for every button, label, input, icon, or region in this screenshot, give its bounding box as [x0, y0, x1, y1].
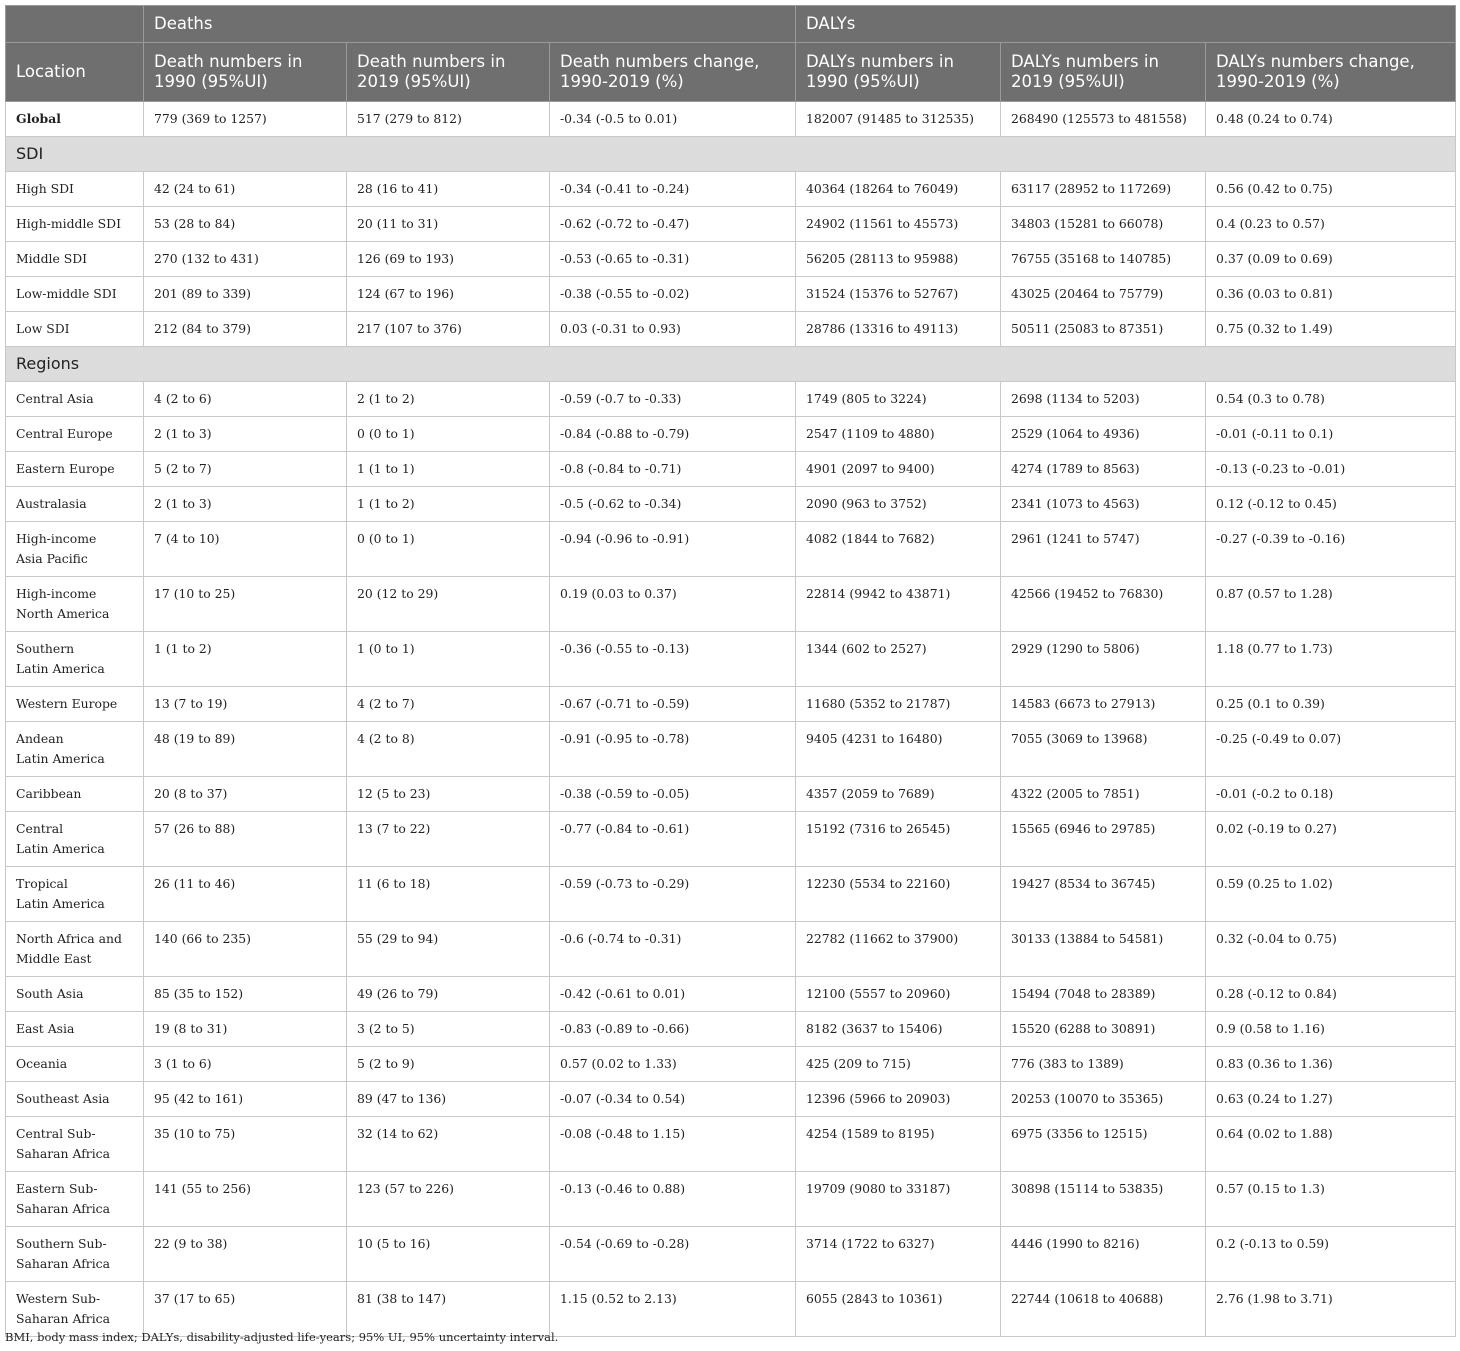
cell-dalys-1990: 22782 (11662 to 37900)	[796, 922, 1001, 977]
section-row-sdi	[6, 137, 1456, 172]
cell-location: Oceania	[6, 1047, 144, 1082]
cell-deaths-change: -0.94 (-0.96 to -0.91)	[550, 522, 796, 577]
table-row	[6, 522, 1456, 577]
cell-deaths-2019: 49 (26 to 79)	[347, 977, 550, 1012]
cell-deaths-1990: 141 (55 to 256)	[144, 1172, 347, 1227]
cell-dalys-change: 0.57 (0.15 to 1.3)	[1206, 1172, 1456, 1227]
cell-dalys-1990: 22814 (9942 to 43871)	[796, 577, 1001, 632]
cell-dalys-2019: 15520 (6288 to 30891)	[1001, 1012, 1206, 1047]
cell-dalys-change: 0.9 (0.58 to 1.16)	[1206, 1012, 1456, 1047]
cell-dalys-1990: 12396 (5966 to 20903)	[796, 1082, 1001, 1117]
table-row	[6, 1227, 1456, 1282]
cell-deaths-change: -0.34 (-0.5 to 0.01)	[550, 102, 796, 137]
cell-dalys-1990: 4901 (2097 to 9400)	[796, 452, 1001, 487]
cell-deaths-1990: 57 (26 to 88)	[144, 812, 347, 867]
cell-location: Low SDI	[6, 312, 144, 347]
cell-deaths-2019: 89 (47 to 136)	[347, 1082, 550, 1117]
table-row	[6, 812, 1456, 867]
cell-location: Western Sub- Saharan Africa	[6, 1282, 144, 1337]
cell-location: Southern Latin America	[6, 632, 144, 687]
cell-dalys-change: 2.76 (1.98 to 3.71)	[1206, 1282, 1456, 1337]
cell-deaths-2019: 123 (57 to 226)	[347, 1172, 550, 1227]
cell-deaths-1990: 2 (1 to 3)	[144, 487, 347, 522]
cell-deaths-2019: 5 (2 to 9)	[347, 1047, 550, 1082]
cell-deaths-2019: 4 (2 to 7)	[347, 687, 550, 722]
cell-deaths-change: -0.83 (-0.89 to -0.66)	[550, 1012, 796, 1047]
cell-dalys-1990: 1344 (602 to 2527)	[796, 632, 1001, 687]
cell-dalys-2019: 6975 (3356 to 12515)	[1001, 1117, 1206, 1172]
cell-deaths-2019: 20 (12 to 29)	[347, 577, 550, 632]
cell-dalys-change: 0.2 (-0.13 to 0.59)	[1206, 1227, 1456, 1282]
cell-deaths-change: -0.77 (-0.84 to -0.61)	[550, 812, 796, 867]
cell-dalys-2019: 268490 (125573 to 481558)	[1001, 102, 1206, 137]
cell-location: Eastern Europe	[6, 452, 144, 487]
header-dalys-1990: DALYs numbers in 1990 (95%UI)	[796, 43, 1001, 102]
cell-dalys-change: 0.54 (0.3 to 0.78)	[1206, 382, 1456, 417]
cell-deaths-change: -0.91 (-0.95 to -0.78)	[550, 722, 796, 777]
cell-location: South Asia	[6, 977, 144, 1012]
cell-dalys-change: 0.36 (0.03 to 0.81)	[1206, 277, 1456, 312]
cell-deaths-2019: 28 (16 to 41)	[347, 172, 550, 207]
table-row	[6, 977, 1456, 1012]
cell-deaths-2019: 124 (67 to 196)	[347, 277, 550, 312]
cell-dalys-2019: 2341 (1073 to 4563)	[1001, 487, 1206, 522]
header-death-2019: Death numbers in 2019 (95%UI)	[347, 43, 550, 102]
cell-deaths-2019: 217 (107 to 376)	[347, 312, 550, 347]
cell-location: Caribbean	[6, 777, 144, 812]
table-row	[6, 687, 1456, 722]
cell-deaths-2019: 20 (11 to 31)	[347, 207, 550, 242]
cell-dalys-1990: 2090 (963 to 3752)	[796, 487, 1001, 522]
cell-location: High-income Asia Pacific	[6, 522, 144, 577]
cell-deaths-2019: 55 (29 to 94)	[347, 922, 550, 977]
cell-dalys-2019: 2961 (1241 to 5747)	[1001, 522, 1206, 577]
cell-location: North Africa and Middle East	[6, 922, 144, 977]
cell-deaths-1990: 3 (1 to 6)	[144, 1047, 347, 1082]
cell-deaths-2019: 10 (5 to 16)	[347, 1227, 550, 1282]
cell-deaths-2019: 81 (38 to 147)	[347, 1282, 550, 1337]
cell-location: Central Asia	[6, 382, 144, 417]
cell-location: Southeast Asia	[6, 1082, 144, 1117]
cell-location: Southern Sub- Saharan Africa	[6, 1227, 144, 1282]
table-row	[6, 1117, 1456, 1172]
cell-dalys-change: 0.02 (-0.19 to 0.27)	[1206, 812, 1456, 867]
cell-deaths-1990: 779 (369 to 1257)	[144, 102, 347, 137]
header-dalys-change: DALYs numbers change, 1990-2019 (%)	[1206, 43, 1456, 102]
header-death-change: Death numbers change, 1990-2019 (%)	[550, 43, 796, 102]
cell-deaths-change: -0.62 (-0.72 to -0.47)	[550, 207, 796, 242]
cell-dalys-1990: 31524 (15376 to 52767)	[796, 277, 1001, 312]
header-group-row	[6, 6, 1456, 43]
cell-dalys-2019: 63117 (28952 to 117269)	[1001, 172, 1206, 207]
data-table	[5, 5, 1456, 1337]
cell-dalys-change: -0.01 (-0.11 to 0.1)	[1206, 417, 1456, 452]
cell-dalys-1990: 425 (209 to 715)	[796, 1047, 1001, 1082]
cell-deaths-1990: 22 (9 to 38)	[144, 1227, 347, 1282]
table-row	[6, 1282, 1456, 1337]
cell-dalys-2019: 2529 (1064 to 4936)	[1001, 417, 1206, 452]
cell-deaths-1990: 19 (8 to 31)	[144, 1012, 347, 1047]
cell-dalys-change: 0.64 (0.02 to 1.88)	[1206, 1117, 1456, 1172]
cell-deaths-1990: 37 (17 to 65)	[144, 1282, 347, 1337]
cell-dalys-change: 0.32 (-0.04 to 0.75)	[1206, 922, 1456, 977]
cell-dalys-2019: 4322 (2005 to 7851)	[1001, 777, 1206, 812]
cell-dalys-2019: 50511 (25083 to 87351)	[1001, 312, 1206, 347]
table-row	[6, 577, 1456, 632]
cell-deaths-2019: 126 (69 to 193)	[347, 242, 550, 277]
cell-deaths-1990: 85 (35 to 152)	[144, 977, 347, 1012]
cell-deaths-2019: 2 (1 to 2)	[347, 382, 550, 417]
cell-dalys-2019: 42566 (19452 to 76830)	[1001, 577, 1206, 632]
cell-deaths-1990: 42 (24 to 61)	[144, 172, 347, 207]
cell-dalys-2019: 76755 (35168 to 140785)	[1001, 242, 1206, 277]
cell-deaths-change: -0.67 (-0.71 to -0.59)	[550, 687, 796, 722]
cell-dalys-1990: 24902 (11561 to 45573)	[796, 207, 1001, 242]
cell-dalys-2019: 34803 (15281 to 66078)	[1001, 207, 1206, 242]
cell-deaths-change: -0.42 (-0.61 to 0.01)	[550, 977, 796, 1012]
cell-location: Eastern Sub- Saharan Africa	[6, 1172, 144, 1227]
cell-deaths-2019: 32 (14 to 62)	[347, 1117, 550, 1172]
table-row	[6, 242, 1456, 277]
header-deaths-group: Deaths	[144, 6, 796, 43]
cell-dalys-change: 0.63 (0.24 to 1.27)	[1206, 1082, 1456, 1117]
cell-deaths-2019: 12 (5 to 23)	[347, 777, 550, 812]
cell-dalys-1990: 6055 (2843 to 10361)	[796, 1282, 1001, 1337]
cell-dalys-2019: 2698 (1134 to 5203)	[1001, 382, 1206, 417]
cell-location: Tropical Latin America	[6, 867, 144, 922]
cell-deaths-change: -0.34 (-0.41 to -0.24)	[550, 172, 796, 207]
cell-deaths-2019: 4 (2 to 8)	[347, 722, 550, 777]
cell-dalys-2019: 4274 (1789 to 8563)	[1001, 452, 1206, 487]
cell-dalys-1990: 28786 (13316 to 49113)	[796, 312, 1001, 347]
header-location: Location	[6, 43, 144, 102]
cell-dalys-2019: 776 (383 to 1389)	[1001, 1047, 1206, 1082]
cell-deaths-change: -0.53 (-0.65 to -0.31)	[550, 242, 796, 277]
table-footnote: BMI, body mass index; DALYs, disability-adjusted life-years; 95% UI, 95% uncertainty interval.	[5, 1330, 559, 1344]
cell-deaths-1990: 20 (8 to 37)	[144, 777, 347, 812]
cell-deaths-1990: 5 (2 to 7)	[144, 452, 347, 487]
table-row	[6, 632, 1456, 687]
cell-deaths-2019: 11 (6 to 18)	[347, 867, 550, 922]
cell-deaths-change: -0.38 (-0.59 to -0.05)	[550, 777, 796, 812]
cell-dalys-1990: 4254 (1589 to 8195)	[796, 1117, 1001, 1172]
cell-dalys-1990: 8182 (3637 to 15406)	[796, 1012, 1001, 1047]
section-row-regions	[6, 347, 1456, 382]
cell-dalys-change: 0.37 (0.09 to 0.69)	[1206, 242, 1456, 277]
table-row	[6, 417, 1456, 452]
table-row	[6, 207, 1456, 242]
cell-deaths-2019: 13 (7 to 22)	[347, 812, 550, 867]
header-empty-cell	[6, 6, 144, 43]
table-row	[6, 382, 1456, 417]
cell-dalys-1990: 2547 (1109 to 4880)	[796, 417, 1001, 452]
cell-deaths-change: -0.59 (-0.7 to -0.33)	[550, 382, 796, 417]
table-row	[6, 1172, 1456, 1227]
cell-dalys-2019: 7055 (3069 to 13968)	[1001, 722, 1206, 777]
cell-location: Low-middle SDI	[6, 277, 144, 312]
cell-deaths-1990: 95 (42 to 161)	[144, 1082, 347, 1117]
cell-dalys-2019: 15565 (6946 to 29785)	[1001, 812, 1206, 867]
cell-deaths-1990: 140 (66 to 235)	[144, 922, 347, 977]
cell-dalys-1990: 11680 (5352 to 21787)	[796, 687, 1001, 722]
cell-deaths-change: -0.13 (-0.46 to 0.88)	[550, 1172, 796, 1227]
section-label-sdi: SDI	[6, 137, 1456, 172]
cell-dalys-change: 1.18 (0.77 to 1.73)	[1206, 632, 1456, 687]
cell-dalys-change: 0.4 (0.23 to 0.57)	[1206, 207, 1456, 242]
cell-dalys-change: 0.48 (0.24 to 0.74)	[1206, 102, 1456, 137]
cell-deaths-change: -0.84 (-0.88 to -0.79)	[550, 417, 796, 452]
cell-dalys-2019: 2929 (1290 to 5806)	[1001, 632, 1206, 687]
cell-deaths-1990: 26 (11 to 46)	[144, 867, 347, 922]
cell-location: Central Sub- Saharan Africa	[6, 1117, 144, 1172]
cell-dalys-1990: 12230 (5534 to 22160)	[796, 867, 1001, 922]
cell-dalys-change: -0.27 (-0.39 to -0.16)	[1206, 522, 1456, 577]
cell-dalys-1990: 19709 (9080 to 33187)	[796, 1172, 1001, 1227]
cell-deaths-2019: 1 (0 to 1)	[347, 632, 550, 687]
cell-deaths-1990: 35 (10 to 75)	[144, 1117, 347, 1172]
cell-deaths-change: 0.19 (0.03 to 0.37)	[550, 577, 796, 632]
cell-dalys-2019: 19427 (8534 to 36745)	[1001, 867, 1206, 922]
cell-dalys-1990: 1749 (805 to 3224)	[796, 382, 1001, 417]
header-dalys-2019: DALYs numbers in 2019 (95%UI)	[1001, 43, 1206, 102]
cell-deaths-2019: 3 (2 to 5)	[347, 1012, 550, 1047]
cell-dalys-1990: 12100 (5557 to 20960)	[796, 977, 1001, 1012]
cell-dalys-change: 0.56 (0.42 to 0.75)	[1206, 172, 1456, 207]
cell-location: High-middle SDI	[6, 207, 144, 242]
cell-deaths-change: -0.07 (-0.34 to 0.54)	[550, 1082, 796, 1117]
cell-dalys-1990: 4082 (1844 to 7682)	[796, 522, 1001, 577]
cell-dalys-2019: 30898 (15114 to 53835)	[1001, 1172, 1206, 1227]
cell-dalys-2019: 30133 (13884 to 54581)	[1001, 922, 1206, 977]
cell-deaths-1990: 7 (4 to 10)	[144, 522, 347, 577]
cell-deaths-change: -0.38 (-0.55 to -0.02)	[550, 277, 796, 312]
cell-dalys-1990: 56205 (28113 to 95988)	[796, 242, 1001, 277]
cell-dalys-2019: 14583 (6673 to 27913)	[1001, 687, 1206, 722]
cell-deaths-1990: 48 (19 to 89)	[144, 722, 347, 777]
cell-dalys-change: 0.75 (0.32 to 1.49)	[1206, 312, 1456, 347]
cell-dalys-1990: 40364 (18264 to 76049)	[796, 172, 1001, 207]
cell-dalys-change: 0.28 (-0.12 to 0.84)	[1206, 977, 1456, 1012]
cell-location: High SDI	[6, 172, 144, 207]
table-row	[6, 277, 1456, 312]
cell-dalys-1990: 182007 (91485 to 312535)	[796, 102, 1001, 137]
cell-deaths-change: -0.8 (-0.84 to -0.71)	[550, 452, 796, 487]
table-row	[6, 722, 1456, 777]
cell-location: High-income North America	[6, 577, 144, 632]
cell-dalys-2019: 43025 (20464 to 75779)	[1001, 277, 1206, 312]
cell-dalys-2019: 4446 (1990 to 8216)	[1001, 1227, 1206, 1282]
cell-location: Australasia	[6, 487, 144, 522]
cell-deaths-1990: 13 (7 to 19)	[144, 687, 347, 722]
cell-dalys-change: 0.59 (0.25 to 1.02)	[1206, 867, 1456, 922]
cell-location: Middle SDI	[6, 242, 144, 277]
cell-deaths-change: -0.36 (-0.55 to -0.13)	[550, 632, 796, 687]
table-row	[6, 1012, 1456, 1047]
cell-dalys-change: -0.01 (-0.2 to 0.18)	[1206, 777, 1456, 812]
cell-location: Central Latin America	[6, 812, 144, 867]
table-row	[6, 1082, 1456, 1117]
cell-deaths-change: 0.57 (0.02 to 1.33)	[550, 1047, 796, 1082]
cell-dalys-1990: 9405 (4231 to 16480)	[796, 722, 1001, 777]
cell-deaths-1990: 270 (132 to 431)	[144, 242, 347, 277]
cell-deaths-1990: 212 (84 to 379)	[144, 312, 347, 347]
cell-dalys-change: -0.25 (-0.49 to 0.07)	[1206, 722, 1456, 777]
cell-deaths-change: 1.15 (0.52 to 2.13)	[550, 1282, 796, 1337]
cell-deaths-2019: 0 (0 to 1)	[347, 522, 550, 577]
cell-deaths-change: -0.08 (-0.48 to 1.15)	[550, 1117, 796, 1172]
table-row	[6, 1047, 1456, 1082]
cell-location: Global	[6, 102, 144, 137]
table-row	[6, 867, 1456, 922]
header-dalys-group: DALYs	[796, 6, 1456, 43]
cell-deaths-2019: 1 (1 to 2)	[347, 487, 550, 522]
cell-dalys-change: -0.13 (-0.23 to -0.01)	[1206, 452, 1456, 487]
cell-dalys-2019: 15494 (7048 to 28389)	[1001, 977, 1206, 1012]
cell-deaths-change: -0.6 (-0.74 to -0.31)	[550, 922, 796, 977]
cell-dalys-1990: 15192 (7316 to 26545)	[796, 812, 1001, 867]
cell-dalys-2019: 22744 (10618 to 40688)	[1001, 1282, 1206, 1337]
cell-deaths-2019: 0 (0 to 1)	[347, 417, 550, 452]
table-row	[6, 312, 1456, 347]
cell-dalys-change: 0.87 (0.57 to 1.28)	[1206, 577, 1456, 632]
cell-deaths-1990: 201 (89 to 339)	[144, 277, 347, 312]
cell-location: Central Europe	[6, 417, 144, 452]
cell-deaths-1990: 4 (2 to 6)	[144, 382, 347, 417]
cell-deaths-change: -0.5 (-0.62 to -0.34)	[550, 487, 796, 522]
cell-location: Western Europe	[6, 687, 144, 722]
table-row	[6, 487, 1456, 522]
table-row	[6, 452, 1456, 487]
cell-deaths-2019: 517 (279 to 812)	[347, 102, 550, 137]
cell-deaths-2019: 1 (1 to 1)	[347, 452, 550, 487]
cell-deaths-change: 0.03 (-0.31 to 0.93)	[550, 312, 796, 347]
cell-dalys-change: 0.12 (-0.12 to 0.45)	[1206, 487, 1456, 522]
cell-deaths-1990: 17 (10 to 25)	[144, 577, 347, 632]
table-body	[6, 102, 1456, 1337]
cell-dalys-change: 0.83 (0.36 to 1.36)	[1206, 1047, 1456, 1082]
table-row-global	[6, 102, 1456, 137]
cell-location: Andean Latin America	[6, 722, 144, 777]
cell-dalys-change: 0.25 (0.1 to 0.39)	[1206, 687, 1456, 722]
cell-location: East Asia	[6, 1012, 144, 1047]
cell-deaths-1990: 53 (28 to 84)	[144, 207, 347, 242]
header-death-1990: Death numbers in 1990 (95%UI)	[144, 43, 347, 102]
cell-dalys-2019: 20253 (10070 to 35365)	[1001, 1082, 1206, 1117]
cell-dalys-1990: 4357 (2059 to 7689)	[796, 777, 1001, 812]
cell-deaths-1990: 2 (1 to 3)	[144, 417, 347, 452]
cell-dalys-1990: 3714 (1722 to 6327)	[796, 1227, 1001, 1282]
table-row	[6, 922, 1456, 977]
table-row	[6, 777, 1456, 812]
cell-deaths-1990: 1 (1 to 2)	[144, 632, 347, 687]
section-label-regions: Regions	[6, 347, 1456, 382]
table-header	[6, 6, 1456, 102]
header-column-row	[6, 43, 1456, 102]
cell-deaths-change: -0.54 (-0.69 to -0.28)	[550, 1227, 796, 1282]
cell-deaths-change: -0.59 (-0.73 to -0.29)	[550, 867, 796, 922]
table-row	[6, 172, 1456, 207]
